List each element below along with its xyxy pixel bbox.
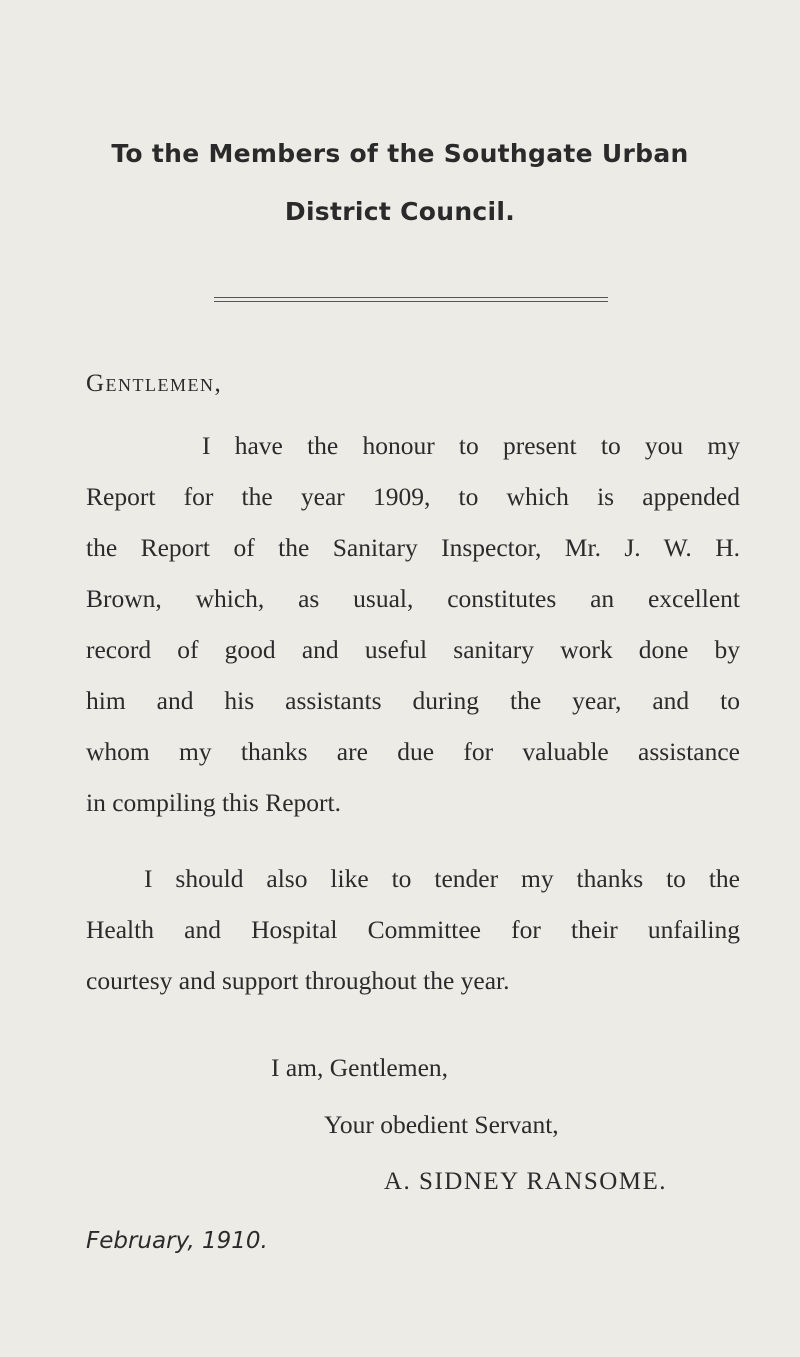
paragraph-line: Report for the year 1909, to which is appended — [86, 482, 740, 511]
paragraph-line: Health and Hospital Committee for their unfailing — [86, 915, 740, 944]
signature-name: A. SIDNEY RANSOME. — [384, 1168, 668, 1195]
heading-line-2: District Council. — [284, 197, 516, 226]
paragraph-line: courtesy and support throughout the year. — [86, 966, 510, 995]
paragraph-line: in compiling this Report. — [86, 788, 341, 817]
paragraph-line: the Report of the Sanitary Inspector, Mr. J. W. H. — [86, 533, 740, 562]
paragraph-report — [86, 420, 740, 828]
paragraph-thanks — [86, 853, 740, 1006]
paragraph-line: whom my thanks are due for valuable assistance — [86, 737, 740, 766]
paragraph-line: him and his assistants during the year, and to — [86, 686, 740, 715]
paragraph-line: Brown, which, as usual, constitutes an excellent — [86, 584, 740, 613]
closing-line-2: Your obedient Servant, — [324, 1110, 559, 1139]
heading-line-1: To the Members of the Southgate Urban — [111, 139, 689, 168]
salutation: Gentlemen, — [86, 370, 223, 397]
closing-line-1: I am, Gentlemen, — [271, 1053, 449, 1082]
paragraph-line: record of good and useful sanitary work done by — [86, 635, 740, 664]
letter-date: February, 1910. — [86, 1228, 268, 1254]
paragraph-line: I should also like to tender my thanks to the — [144, 864, 740, 893]
paragraph-line: I have the honour to present to you my — [202, 431, 740, 460]
double-rule-divider — [214, 297, 608, 302]
